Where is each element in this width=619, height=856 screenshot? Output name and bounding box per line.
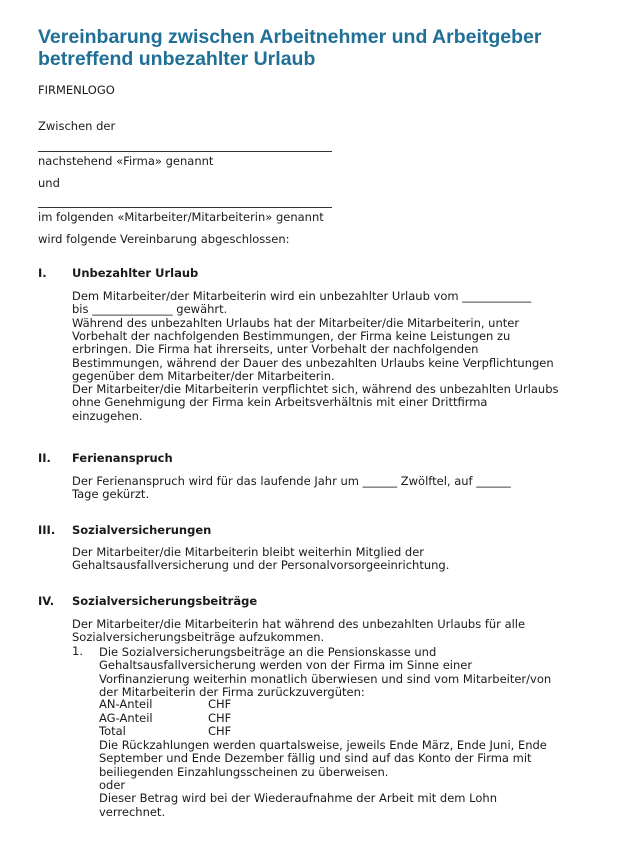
currency-label: CHF	[208, 710, 232, 725]
paragraph-line: Der Mitarbeiter/die Mitarbeiterin verpflichtet sich, während des unbezahlten Urlaubs	[72, 382, 559, 397]
table-row	[99, 698, 231, 711]
paragraph-line: Während des unbezahlten Urlaubs hat der Mitarbeiter/die Mitarbeiterin, unter	[72, 315, 520, 330]
list-item-line: verrechnet.	[99, 804, 166, 819]
paragraph-line: Vorbehalt der nachfolgenden Bestimmungen, der Firma keine Leistungen zu	[72, 328, 511, 343]
currency-label: CHF	[208, 723, 232, 738]
list-item-line: Vorfinanzierung weiterhin monatlich überwiesen und sind vom Mitarbeiter/von	[99, 671, 552, 686]
paragraph-line: einzugehen.	[72, 408, 143, 423]
paragraph-line: erbringen. Die Firma hat ihrerseits, unter Vorbehalt der nachfolgenden	[72, 342, 479, 357]
table-row	[99, 712, 231, 725]
section-heading: Sozialversicherungen	[72, 523, 212, 537]
paragraph-line: Sozialversicherungsbeiträge aufzukommen.	[72, 630, 325, 645]
paragraph-line: Der Mitarbeiter/die Mitarbeiterin hat während des unbezahlten Urlaubs für alle	[72, 617, 526, 631]
logo-placeholder: FIRMENLOGO	[38, 83, 115, 97]
paragraph-line: Der Mitarbeiter/die Mitarbeiterin bleibt weiterhin Mitglied der	[72, 545, 425, 559]
list-item-line: beiliegenden Einzahlungsscheinen zu überweisen.	[99, 764, 389, 779]
paragraph-line: Der Ferienanspruch wird für das laufende Jahr um ______ Zwölftel, auf ______	[72, 474, 511, 488]
mitarbeiter-signature-line	[38, 207, 332, 208]
list-item-number: 1.	[72, 644, 83, 658]
document-title: Vereinbarung zwischen Arbeitnehmer und Arbeitgeber betreffend unbezahlter Urlaub	[38, 26, 542, 70]
list-item-line: Die Sozialversicherungsbeiträge an die Pensionskasse und	[99, 645, 437, 659]
paragraph-line: ohne Genehmigung der Firma kein Arbeitsverhältnis mit einer Drittfirma	[72, 395, 488, 410]
section-number: III.	[38, 523, 56, 537]
firma-signature-line	[38, 151, 332, 152]
section-heading: Unbezahlter Urlaub	[72, 266, 199, 280]
paragraph-line: bis ______________ gewährt.	[72, 302, 228, 317]
list-item-line: der Mitarbeiterin der Firma zurückzuvergüten:	[99, 684, 365, 699]
list-item-line: Die Rückzahlungen werden quartalsweise, jeweils Ende März, Ende Juni, Ende	[99, 738, 547, 753]
list-item-line: Dieser Betrag wird bei der Wiederaufnahme der Arbeit mit dem Lohn	[99, 791, 497, 806]
contribution-label: AG-Anteil	[99, 710, 153, 725]
list-item-line: Gehaltsausfallversicherung werden von der Firma im Sinne einer	[99, 658, 473, 673]
paragraph-line: Tage gekürzt.	[72, 487, 150, 502]
intro-between: Zwischen der	[38, 119, 116, 133]
section-heading: Sozialversicherungsbeiträge	[72, 594, 258, 608]
contribution-label: Total	[99, 723, 126, 738]
section-heading: Ferienanspruch	[72, 451, 173, 465]
list-item-line: September und Ende Dezember fällig und sind auf das Konto der Firma mit	[99, 751, 532, 766]
intro-mitarbeiter-line: im folgenden «Mitarbeiter/Mitarbeiterin» genannt	[38, 210, 324, 224]
currency-label: CHF	[208, 697, 232, 712]
intro-closing: wird folgende Vereinbarung abgeschlossen:	[38, 232, 290, 246]
paragraph-line: gegenüber dem Mitarbeiter/der Mitarbeiterin.	[72, 368, 335, 383]
list-item-line: oder	[99, 778, 126, 792]
paragraph-line: Bestimmungen, während der Dauer des unbezahlten Urlaubs keine Verpflichtungen	[72, 355, 554, 370]
paragraph-line: Dem Mitarbeiter/der Mitarbeiterin wird ein unbezahlter Urlaub vom ____________	[72, 289, 532, 303]
section-number: I.	[38, 266, 47, 280]
intro-and: und	[38, 176, 60, 190]
section-number: IV.	[38, 594, 55, 608]
contribution-label: AN-Anteil	[99, 697, 153, 712]
table-row	[99, 725, 231, 738]
intro-firma-line: nachstehend «Firma» genannt	[38, 154, 214, 168]
paragraph-line: Gehaltsausfallversicherung und der Personalvorsorgeeinrichtung.	[72, 558, 450, 573]
section-number: II.	[38, 451, 51, 465]
